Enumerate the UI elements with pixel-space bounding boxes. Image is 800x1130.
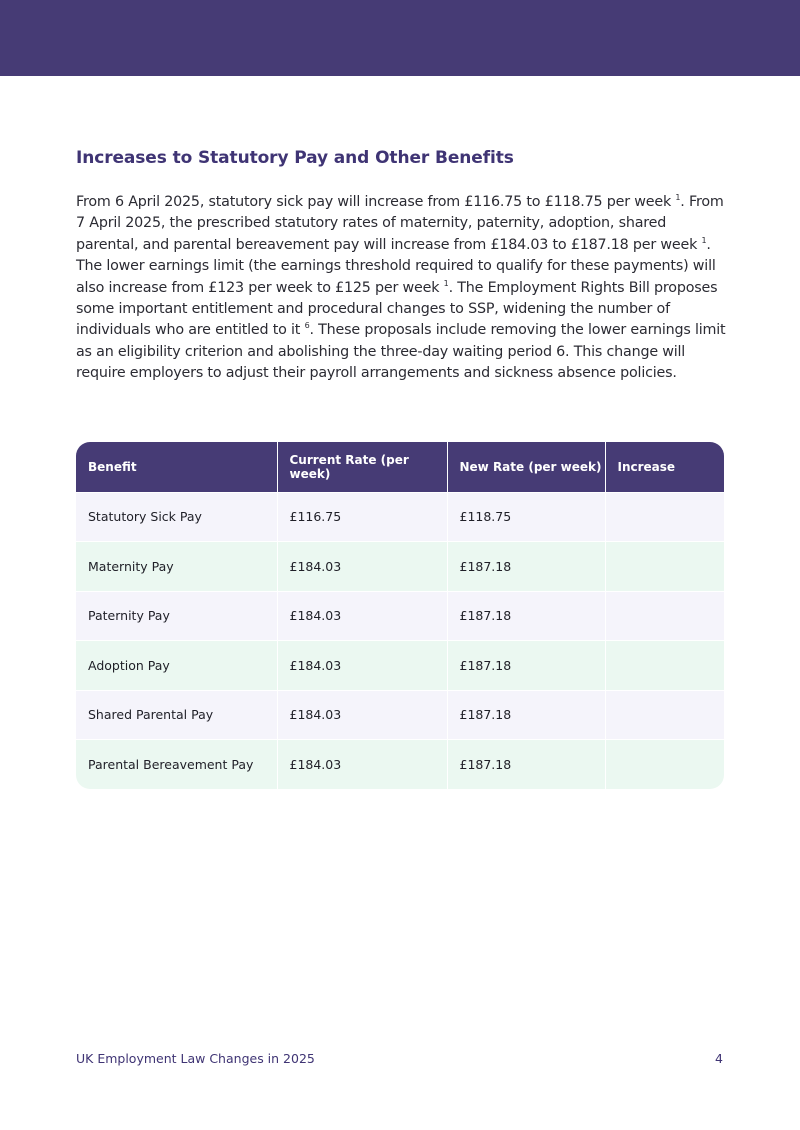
cell-new-rate: £118.75: [447, 492, 605, 542]
table-row: [76, 641, 724, 691]
cell-new-rate: £187.18: [447, 591, 605, 641]
cell-current-rate: £184.03: [277, 641, 447, 691]
cell-benefit: Adoption Pay: [76, 641, 277, 691]
column-header-benefit: Benefit: [76, 442, 277, 492]
footer-document-title: UK Employment Law Changes in 2025: [76, 1051, 315, 1066]
cell-new-rate: £187.18: [447, 542, 605, 592]
rates-table-container: [76, 442, 724, 789]
cell-benefit: Maternity Pay: [76, 542, 277, 592]
reference-marker: 6: [304, 321, 310, 331]
cell-current-rate: £116.75: [277, 492, 447, 542]
cell-increase: [605, 492, 724, 542]
body-paragraph: [76, 192, 728, 385]
cell-benefit: Statutory Sick Pay: [76, 492, 277, 542]
cell-new-rate: £187.18: [447, 641, 605, 691]
table-row: [76, 740, 724, 790]
cell-benefit: Shared Parental Pay: [76, 690, 277, 740]
cell-new-rate: £187.18: [447, 690, 605, 740]
section-title: Increases to Statutory Pay and Other Benefits: [76, 148, 514, 168]
table-row: [76, 591, 724, 641]
header-band: [0, 0, 800, 76]
cell-benefit: Parental Bereavement Pay: [76, 740, 277, 790]
paragraph-text: From 6 April 2025, statutory sick pay will increase from £116.75 to £118.75 per week: [76, 194, 672, 210]
paragraph-text: . The Employment Rights Bill proposes some important entitlement and procedural changes to SSP, widening the number of individuals who are entitled to it: [76, 279, 718, 339]
cell-increase: [605, 740, 724, 790]
cell-new-rate: £187.18: [447, 740, 605, 790]
table-row: [76, 690, 724, 740]
cell-current-rate: £184.03: [277, 542, 447, 592]
reference-marker: 1: [443, 278, 449, 288]
cell-increase: [605, 542, 724, 592]
footer-page-number: 4: [715, 1051, 723, 1066]
table-header-row: [76, 442, 724, 492]
column-header-increase: Increase: [617, 459, 676, 474]
column-header-current-rate: Current Rate (per week): [277, 442, 447, 492]
cell-increase: [605, 690, 724, 740]
cell-increase: [605, 641, 724, 691]
cell-increase: [605, 591, 724, 641]
column-header-new-rate: New Rate (per week): [447, 442, 605, 492]
table-row: [76, 542, 724, 592]
table-row: [76, 492, 724, 542]
paragraph-text: . The lower earnings limit (the earnings threshold required to qualify for these payments) will also increase from £123 per week to £125 per week: [76, 236, 716, 296]
reference-marker: 1: [701, 236, 707, 246]
paragraph-text: . These proposals include removing the lower earnings limit as an eligibility criterion and abolishing the three-day waiting period 6. This change will require employers to adjust their payroll arrangements and sickness absence policies.: [76, 322, 726, 382]
paragraph-text: . From 7 April 2025, the prescribed statutory rates of maternity, paternity, adoption, shared parental, and parental bereavement pay will increase from £184.03 to £187.18 per week: [76, 194, 724, 253]
cell-current-rate: £184.03: [277, 591, 447, 641]
cell-current-rate: £184.03: [277, 740, 447, 790]
cell-current-rate: £184.03: [277, 690, 447, 740]
cell-benefit: Paternity Pay: [76, 591, 277, 641]
reference-marker: 1: [675, 193, 681, 203]
rates-table: [76, 442, 724, 789]
